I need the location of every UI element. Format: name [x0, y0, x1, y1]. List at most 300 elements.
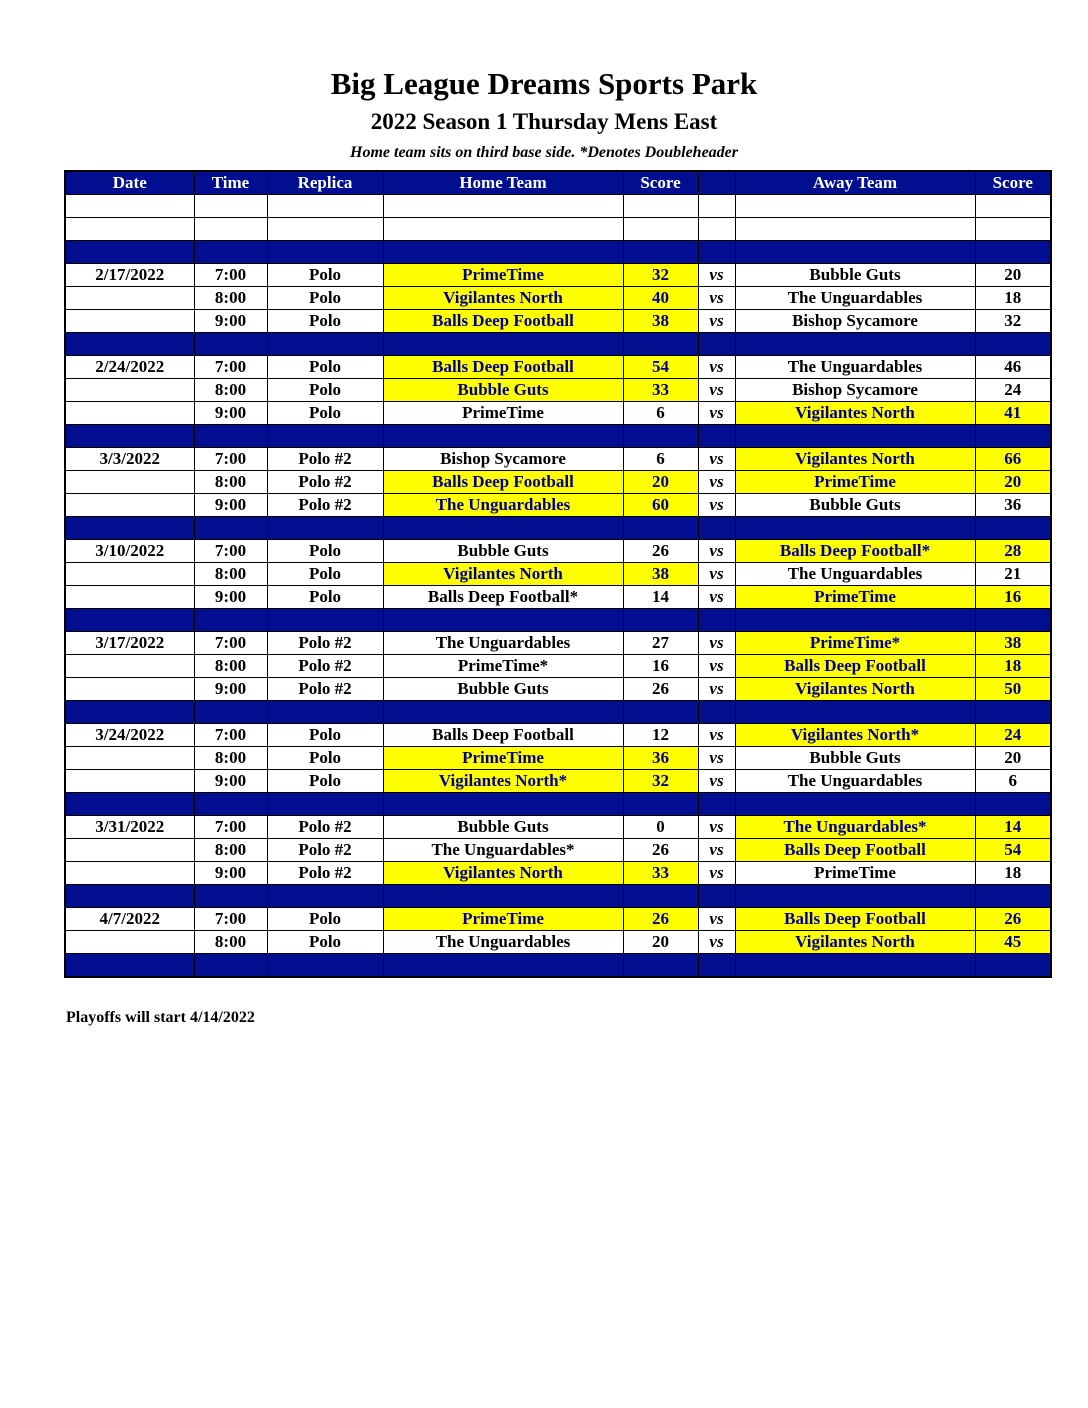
schedule-body — [65, 195, 1051, 978]
separator-cell — [194, 425, 267, 448]
separator-cell — [383, 517, 623, 540]
separator-cell — [267, 425, 383, 448]
game-replica: Polo #2 — [267, 494, 383, 517]
separator-cell — [267, 609, 383, 632]
away-team: PrimeTime* — [735, 632, 975, 655]
game-date — [65, 747, 194, 770]
vs-label: vs — [698, 931, 735, 954]
away-score: 18 — [975, 862, 1051, 885]
separator-cell — [623, 517, 698, 540]
separator-cell — [65, 333, 194, 356]
game-row — [65, 908, 1051, 931]
game-replica: Polo #2 — [267, 816, 383, 839]
home-team: Bubble Guts — [383, 379, 623, 402]
separator-cell — [383, 333, 623, 356]
home-score: 20 — [623, 471, 698, 494]
vs-label: vs — [698, 770, 735, 793]
game-replica: Polo #2 — [267, 448, 383, 471]
home-team: Balls Deep Football — [383, 356, 623, 379]
away-team: Bishop Sycamore — [735, 379, 975, 402]
game-replica: Polo #2 — [267, 655, 383, 678]
blank-cell — [698, 218, 735, 241]
home-team: Bubble Guts — [383, 816, 623, 839]
game-time: 7:00 — [194, 908, 267, 931]
away-team: Bishop Sycamore — [735, 310, 975, 333]
separator-cell — [975, 793, 1051, 816]
separator-cell — [194, 333, 267, 356]
separator-cell — [975, 517, 1051, 540]
away-score: 14 — [975, 816, 1051, 839]
vs-label: vs — [698, 724, 735, 747]
separator-cell — [623, 954, 698, 978]
home-score: 26 — [623, 540, 698, 563]
game-row — [65, 287, 1051, 310]
separator-cell — [65, 609, 194, 632]
week-separator-row — [65, 793, 1051, 816]
away-team: Vigilantes North — [735, 678, 975, 701]
away-score: 6 — [975, 770, 1051, 793]
game-row — [65, 655, 1051, 678]
separator-cell — [267, 241, 383, 264]
game-time: 9:00 — [194, 862, 267, 885]
away-score: 21 — [975, 563, 1051, 586]
game-date: 4/7/2022 — [65, 908, 194, 931]
vs-label: vs — [698, 816, 735, 839]
away-team: Bubble Guts — [735, 264, 975, 287]
home-team: PrimeTime — [383, 402, 623, 425]
home-score: 33 — [623, 379, 698, 402]
vs-label: vs — [698, 287, 735, 310]
game-date — [65, 471, 194, 494]
separator-cell — [698, 425, 735, 448]
away-team: PrimeTime — [735, 862, 975, 885]
vs-label: vs — [698, 448, 735, 471]
week-separator-row — [65, 954, 1051, 978]
playoffs-note: Playoffs will start 4/14/2022 — [66, 1009, 255, 1026]
game-time: 9:00 — [194, 494, 267, 517]
away-team: Vigilantes North — [735, 448, 975, 471]
away-team: The Unguardables — [735, 287, 975, 310]
separator-cell — [267, 954, 383, 978]
separator-cell — [65, 517, 194, 540]
game-replica: Polo — [267, 402, 383, 425]
vs-label: vs — [698, 356, 735, 379]
game-replica: Polo — [267, 540, 383, 563]
away-team: Vigilantes North — [735, 931, 975, 954]
home-score: 32 — [623, 264, 698, 287]
col-header-time: Time — [194, 171, 267, 195]
game-replica: Polo — [267, 310, 383, 333]
blank-cell — [65, 218, 194, 241]
vs-label: vs — [698, 586, 735, 609]
game-date: 3/3/2022 — [65, 448, 194, 471]
home-team: Balls Deep Football — [383, 310, 623, 333]
game-date — [65, 402, 194, 425]
col-header-away-score: Score — [975, 171, 1051, 195]
home-score: 36 — [623, 747, 698, 770]
col-header-home-team: Home Team — [383, 171, 623, 195]
away-score: 20 — [975, 471, 1051, 494]
game-date: 3/10/2022 — [65, 540, 194, 563]
game-replica: Polo — [267, 287, 383, 310]
separator-cell — [194, 885, 267, 908]
separator-cell — [735, 241, 975, 264]
game-row — [65, 494, 1051, 517]
separator-cell — [65, 241, 194, 264]
week-separator-row — [65, 425, 1051, 448]
game-row — [65, 632, 1051, 655]
game-time: 9:00 — [194, 770, 267, 793]
away-team: PrimeTime — [735, 471, 975, 494]
blank-cell — [194, 218, 267, 241]
game-row — [65, 839, 1051, 862]
col-header-date: Date — [65, 171, 194, 195]
home-score: 26 — [623, 678, 698, 701]
blank-cell — [383, 218, 623, 241]
home-team: PrimeTime — [383, 747, 623, 770]
game-time: 9:00 — [194, 586, 267, 609]
home-score: 38 — [623, 563, 698, 586]
game-row — [65, 402, 1051, 425]
home-score: 54 — [623, 356, 698, 379]
schedule-note: Home team sits on third base side. *Denotes Doubleheader — [350, 144, 738, 161]
separator-cell — [65, 425, 194, 448]
vs-label: vs — [698, 747, 735, 770]
vs-label: vs — [698, 264, 735, 287]
game-row — [65, 356, 1051, 379]
game-replica: Polo — [267, 356, 383, 379]
game-time: 7:00 — [194, 632, 267, 655]
game-row — [65, 379, 1051, 402]
separator-cell — [698, 517, 735, 540]
game-date — [65, 563, 194, 586]
separator-cell — [735, 885, 975, 908]
separator-cell — [623, 333, 698, 356]
home-score: 20 — [623, 931, 698, 954]
col-header-vs — [698, 171, 735, 195]
away-team: The Unguardables — [735, 770, 975, 793]
away-score: 18 — [975, 287, 1051, 310]
game-row — [65, 310, 1051, 333]
separator-cell — [698, 241, 735, 264]
separator-cell — [623, 885, 698, 908]
away-team: Balls Deep Football — [735, 839, 975, 862]
home-team: Bishop Sycamore — [383, 448, 623, 471]
game-date: 3/24/2022 — [65, 724, 194, 747]
separator-cell — [623, 701, 698, 724]
home-team: PrimeTime — [383, 908, 623, 931]
separator-cell — [383, 954, 623, 978]
vs-label: vs — [698, 563, 735, 586]
away-team: Vigilantes North* — [735, 724, 975, 747]
separator-cell — [975, 609, 1051, 632]
week-separator-row — [65, 609, 1051, 632]
vs-label: vs — [698, 494, 735, 517]
away-score: 18 — [975, 655, 1051, 678]
separator-cell — [65, 701, 194, 724]
home-team: The Unguardables — [383, 494, 623, 517]
separator-cell — [698, 609, 735, 632]
col-header-away-team: Away Team — [735, 171, 975, 195]
separator-cell — [267, 701, 383, 724]
game-time: 8:00 — [194, 931, 267, 954]
away-score: 32 — [975, 310, 1051, 333]
blank-cell — [698, 195, 735, 218]
separator-cell — [383, 241, 623, 264]
game-date — [65, 839, 194, 862]
game-time: 8:00 — [194, 563, 267, 586]
away-score: 41 — [975, 402, 1051, 425]
game-date — [65, 310, 194, 333]
away-score: 38 — [975, 632, 1051, 655]
game-replica: Polo #2 — [267, 862, 383, 885]
home-score: 12 — [623, 724, 698, 747]
separator-cell — [194, 517, 267, 540]
separator-cell — [623, 425, 698, 448]
game-date: 3/31/2022 — [65, 816, 194, 839]
separator-cell — [698, 333, 735, 356]
game-date — [65, 379, 194, 402]
separator-cell — [975, 954, 1051, 978]
col-header-home-score: Score — [623, 171, 698, 195]
game-time: 8:00 — [194, 655, 267, 678]
separator-cell — [698, 885, 735, 908]
vs-label: vs — [698, 655, 735, 678]
home-team: The Unguardables — [383, 931, 623, 954]
away-score: 54 — [975, 839, 1051, 862]
game-time: 8:00 — [194, 379, 267, 402]
game-replica: Polo — [267, 264, 383, 287]
game-replica: Polo — [267, 586, 383, 609]
home-team: Bubble Guts — [383, 540, 623, 563]
game-date — [65, 287, 194, 310]
home-score: 38 — [623, 310, 698, 333]
game-time: 8:00 — [194, 471, 267, 494]
vs-label: vs — [698, 379, 735, 402]
week-separator-row — [65, 517, 1051, 540]
away-score: 20 — [975, 264, 1051, 287]
away-team: PrimeTime — [735, 586, 975, 609]
schedule-table — [64, 170, 1052, 978]
separator-cell — [975, 425, 1051, 448]
separator-cell — [383, 425, 623, 448]
away-score: 36 — [975, 494, 1051, 517]
separator-cell — [194, 609, 267, 632]
separator-cell — [698, 701, 735, 724]
home-team: Vigilantes North — [383, 563, 623, 586]
separator-cell — [735, 701, 975, 724]
week-separator-row — [65, 333, 1051, 356]
game-row — [65, 931, 1051, 954]
separator-cell — [267, 517, 383, 540]
home-score: 32 — [623, 770, 698, 793]
separator-cell — [194, 793, 267, 816]
separator-cell — [735, 609, 975, 632]
home-score: 14 — [623, 586, 698, 609]
separator-cell — [194, 701, 267, 724]
blank-cell — [267, 195, 383, 218]
away-score: 24 — [975, 379, 1051, 402]
separator-cell — [267, 885, 383, 908]
game-date — [65, 494, 194, 517]
vs-label: vs — [698, 632, 735, 655]
page-subtitle: 2022 Season 1 Thursday Mens East — [370, 109, 718, 134]
separator-cell — [383, 701, 623, 724]
home-score: 0 — [623, 816, 698, 839]
away-team: Vigilantes North — [735, 402, 975, 425]
home-team: PrimeTime* — [383, 655, 623, 678]
game-time: 7:00 — [194, 264, 267, 287]
game-date — [65, 931, 194, 954]
away-score: 66 — [975, 448, 1051, 471]
game-replica: Polo — [267, 563, 383, 586]
separator-cell — [735, 425, 975, 448]
game-row — [65, 862, 1051, 885]
game-row — [65, 471, 1051, 494]
week-separator-row — [65, 701, 1051, 724]
separator-cell — [194, 241, 267, 264]
away-score: 28 — [975, 540, 1051, 563]
game-time: 7:00 — [194, 540, 267, 563]
blank-cell — [623, 195, 698, 218]
away-team: Balls Deep Football — [735, 908, 975, 931]
separator-cell — [267, 793, 383, 816]
separator-cell — [267, 333, 383, 356]
blank-cell — [735, 195, 975, 218]
game-replica: Polo — [267, 770, 383, 793]
separator-cell — [735, 793, 975, 816]
home-team: Balls Deep Football* — [383, 586, 623, 609]
game-replica: Polo — [267, 931, 383, 954]
game-date — [65, 586, 194, 609]
game-replica: Polo #2 — [267, 839, 383, 862]
away-team: The Unguardables — [735, 563, 975, 586]
blank-cell — [194, 195, 267, 218]
away-score: 46 — [975, 356, 1051, 379]
game-date: 2/17/2022 — [65, 264, 194, 287]
vs-label: vs — [698, 471, 735, 494]
away-score: 20 — [975, 747, 1051, 770]
col-header-replica: Replica — [267, 171, 383, 195]
game-time: 9:00 — [194, 402, 267, 425]
game-replica: Polo — [267, 724, 383, 747]
game-date — [65, 862, 194, 885]
away-team: Bubble Guts — [735, 747, 975, 770]
home-score: 33 — [623, 862, 698, 885]
home-team: Vigilantes North — [383, 862, 623, 885]
away-score: 16 — [975, 586, 1051, 609]
game-row — [65, 448, 1051, 471]
game-row — [65, 770, 1051, 793]
game-date — [65, 678, 194, 701]
separator-cell — [623, 793, 698, 816]
vs-label: vs — [698, 310, 735, 333]
away-score: 26 — [975, 908, 1051, 931]
game-row — [65, 747, 1051, 770]
header-row — [65, 171, 1051, 195]
home-team: Bubble Guts — [383, 678, 623, 701]
away-team: Bubble Guts — [735, 494, 975, 517]
game-time: 7:00 — [194, 816, 267, 839]
blank-cell — [975, 218, 1051, 241]
game-replica: Polo — [267, 747, 383, 770]
game-row — [65, 586, 1051, 609]
blank-cell — [735, 218, 975, 241]
away-team: Balls Deep Football — [735, 655, 975, 678]
blank-row — [65, 218, 1051, 241]
game-time: 9:00 — [194, 310, 267, 333]
separator-cell — [735, 517, 975, 540]
separator-cell — [383, 793, 623, 816]
blank-cell — [383, 195, 623, 218]
game-date: 3/17/2022 — [65, 632, 194, 655]
away-score: 45 — [975, 931, 1051, 954]
separator-cell — [383, 609, 623, 632]
game-row — [65, 540, 1051, 563]
home-score: 16 — [623, 655, 698, 678]
game-time: 9:00 — [194, 678, 267, 701]
home-team: Balls Deep Football — [383, 724, 623, 747]
game-date: 2/24/2022 — [65, 356, 194, 379]
game-row — [65, 678, 1051, 701]
game-time: 7:00 — [194, 356, 267, 379]
home-score: 26 — [623, 839, 698, 862]
vs-label: vs — [698, 908, 735, 931]
game-replica: Polo — [267, 379, 383, 402]
separator-cell — [194, 954, 267, 978]
blank-cell — [623, 218, 698, 241]
separator-cell — [623, 609, 698, 632]
vs-label: vs — [698, 678, 735, 701]
game-time: 7:00 — [194, 724, 267, 747]
game-date — [65, 655, 194, 678]
home-score: 6 — [623, 402, 698, 425]
home-team: The Unguardables* — [383, 839, 623, 862]
separator-cell — [65, 954, 194, 978]
game-row — [65, 724, 1051, 747]
separator-cell — [65, 793, 194, 816]
blank-cell — [975, 195, 1051, 218]
away-team: Balls Deep Football* — [735, 540, 975, 563]
separator-cell — [735, 333, 975, 356]
home-team: PrimeTime — [383, 264, 623, 287]
home-score: 40 — [623, 287, 698, 310]
separator-cell — [623, 241, 698, 264]
week-separator-row — [65, 885, 1051, 908]
away-team: The Unguardables — [735, 356, 975, 379]
home-score: 27 — [623, 632, 698, 655]
home-score: 26 — [623, 908, 698, 931]
separator-cell — [975, 241, 1051, 264]
game-replica: Polo #2 — [267, 678, 383, 701]
game-time: 7:00 — [194, 448, 267, 471]
home-score: 6 — [623, 448, 698, 471]
away-score: 50 — [975, 678, 1051, 701]
blank-cell — [65, 195, 194, 218]
home-score: 60 — [623, 494, 698, 517]
week-separator-row — [65, 241, 1051, 264]
vs-label: vs — [698, 402, 735, 425]
game-time: 8:00 — [194, 287, 267, 310]
separator-cell — [698, 793, 735, 816]
separator-cell — [698, 954, 735, 978]
separator-cell — [65, 885, 194, 908]
page-title: Big League Dreams Sports Park — [330, 66, 758, 101]
separator-cell — [975, 701, 1051, 724]
away-team: The Unguardables* — [735, 816, 975, 839]
vs-label: vs — [698, 540, 735, 563]
home-team: Vigilantes North — [383, 287, 623, 310]
